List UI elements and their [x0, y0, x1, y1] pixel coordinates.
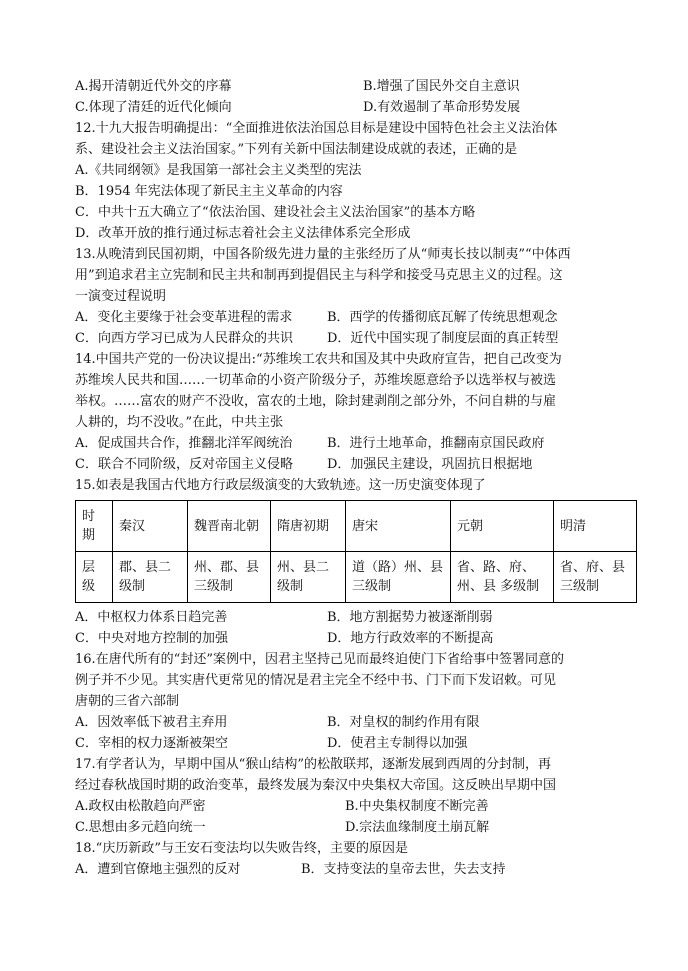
- q15-option-b: B．地方割据势力被逐渐削弱: [327, 610, 493, 625]
- q12-option-b: B．1954 年宪法体现了新民主主义革命的内容: [75, 184, 343, 199]
- q13-option-c: C．向西方学习已成为人民群众的共识: [75, 331, 293, 346]
- q13-options-row-1: [75, 307, 635, 328]
- q11-option-a: A.揭开清朝近代外交的序幕: [75, 79, 232, 94]
- q15-level-cell: 郡、县二级制: [113, 552, 188, 603]
- q12-stem-line-1: 12.十九大报告明确提出：“全面推进依法治国总目标是建设中国特色社会主义法治体: [75, 121, 558, 136]
- q14-option-d: D．加强民主建设，巩固抗日根据地: [327, 457, 533, 472]
- q18-option-a: A．遭到官僚地主强烈的反对: [75, 862, 241, 877]
- q15-option-a: A．中枢权力体系日趋完善: [75, 610, 228, 625]
- q17-option-c: C.思想由多元趋向统一: [75, 820, 206, 835]
- q15-table: [75, 500, 637, 603]
- q16-options-row-2: [75, 733, 635, 754]
- q15-period-cell: 隋唐初期: [271, 501, 346, 552]
- q18-option-b: B．支持变法的皇帝去世，失去支持: [301, 862, 506, 877]
- q16-option-a: A．因效率低下被君主弃用: [75, 715, 228, 730]
- q17-option-a: A.政权由松散趋向严密: [75, 799, 206, 814]
- q15-stem: 15.如表是我国古代地方行政层级演变的大致轨迹。这一历史演变体现了: [75, 478, 486, 493]
- q15-period-cell: 魏晋南北朝: [188, 501, 271, 552]
- q15-level-cell: 省、路、府、州、县 多级制: [451, 552, 554, 603]
- q16-stem-line-2: 例子并不少见。其实唐代更常见的情况是君主完全不经中书、门下而下发诏敕。可见: [75, 673, 557, 688]
- q11-option-d: D.有效遏制了革命形势发展: [363, 100, 521, 115]
- q15-option-c: C．中央对地方控制的加强: [75, 631, 228, 646]
- q16-stem-line-1: 16.在唐代所有的“封还”案例中，因君主坚持己见而最终迫使门下省给事中签署同意的: [75, 652, 564, 667]
- q14-stem-line-1: 14.中国共产党的一份决议提出:“苏维埃工农共和国及其中央政府宣告，把自己改变为: [75, 352, 562, 367]
- q14-options-row-1: [75, 433, 635, 454]
- q18-options-row-1: [75, 859, 635, 880]
- q11-options-row-2: [75, 97, 635, 118]
- q17-options-row-2: [75, 817, 635, 838]
- q15-period-cell: 唐宋: [346, 501, 451, 552]
- q13-options-row-2: [75, 328, 635, 349]
- q16-options-row-1: [75, 712, 635, 733]
- q16-option-c: C．宰相的权力逐渐被架空: [75, 736, 228, 751]
- q14-stem-line-3: 举权。……富农的财产不没收，富农的土地，除封建剥削之部分外，不问自耕的与雇: [75, 394, 557, 409]
- q17-stem-line-1: 17.有学者认为，早期中国从“猴山结构”的松散联邦，逐渐发展到西周的分封制，再: [75, 757, 551, 772]
- q13-stem-line-3: 一演变过程说明: [75, 289, 167, 304]
- q14-option-c: C．联合不同阶级，反对帝国主义侵略: [75, 457, 293, 472]
- q13-stem-line-2: 用”到追求君主立宪制和民主共和制再到提倡民主与科学和接受马克思主义的过程。这: [75, 268, 563, 283]
- q12-option-d: D．改革开放的推行通过标志着社会主义法律体系完全形成: [75, 226, 411, 241]
- q15-level-cell: 道（路）州、县 三级制: [346, 552, 451, 603]
- q14-stem-line-4: 人耕的，均不没收。”在此，中共主张: [75, 415, 284, 430]
- q15-period-cell: 元朝: [451, 501, 554, 552]
- q15-level-cell: 省、府、县三级制: [554, 552, 637, 603]
- q15-period-cell: 明清: [554, 501, 637, 552]
- q11-option-b: B.增强了国民外交自主意识: [363, 79, 520, 94]
- q15-option-d: D．地方行政效率的不断提高: [327, 631, 494, 646]
- q16-option-d: D．使君主专制得以加强: [327, 736, 468, 751]
- q15-options-row-1: [75, 607, 635, 628]
- q14-options-row-2: [75, 454, 635, 475]
- q18-stem: 18.“庆历新政”与王安石变法均以失败告终，主要的原因是: [75, 841, 408, 856]
- q11-option-c: C.体现了清廷的近代化倾向: [75, 100, 232, 115]
- q12-option-a: A.《共同纲领》是我国第一部社会主义类型的宪法: [75, 163, 362, 178]
- q14-option-a: A．促成国共合作，推翻北洋军阀统治: [75, 436, 293, 451]
- q15-row-header-period: 时期: [76, 501, 113, 552]
- q15-row-header-level: 层级: [76, 552, 113, 603]
- q17-option-d: D.宗法血缘制度土崩瓦解: [345, 820, 490, 835]
- q15-level-cell: 州、郡、县三级制: [188, 552, 271, 603]
- q12-option-c: C．中共十五大确立了“依法治国、建设社会主义法治国家”的基本方略: [75, 205, 476, 220]
- q15-table-row-periods: [76, 501, 637, 552]
- q12-stem-line-2: 系、建设社会主义法治国家。”下列有关新中国法制建设成就的表述，正确的是: [75, 142, 518, 157]
- q13-option-a: A．变化主要缘于社会变革进程的需求: [75, 310, 293, 325]
- q13-option-b: B．西学的传播彻底瓦解了传统思想观念: [327, 310, 558, 325]
- q17-stem-line-2: 经过春秋战国时期的政治变革，最终发展为秦汉中央集权大帝国。这反映出早期中国: [75, 778, 557, 793]
- q16-option-b: B．对皇权的制约作用有限: [327, 715, 480, 730]
- q15-period-cell: 秦汉: [113, 501, 188, 552]
- q11-options-row-1: [75, 76, 635, 97]
- q14-stem-line-2: 苏维埃人民共和国……一切革命的小资产阶级分子，苏维埃愿意给予以选举权与被选: [75, 373, 557, 388]
- q13-stem-line-1: 13.从晚清到民国初期，中国各阶级先进力量的主张经历了从“师夷长技以制夷”“中体西: [75, 247, 571, 262]
- q15-level-cell: 州、县二级制: [271, 552, 346, 603]
- q17-option-b: B.中央集权制度不断完善: [345, 799, 489, 814]
- q16-stem-line-3: 唐朝的三省六部制: [75, 694, 180, 709]
- q15-table-row-levels: [76, 552, 637, 603]
- q13-option-d: D．近代中国实现了制度层面的真正转型: [327, 331, 559, 346]
- q17-options-row-1: [75, 796, 635, 817]
- q15-options-row-2: [75, 628, 635, 649]
- exam-page: [75, 76, 635, 880]
- q14-option-b: B．进行土地革命，推翻南京国民政府: [327, 436, 545, 451]
